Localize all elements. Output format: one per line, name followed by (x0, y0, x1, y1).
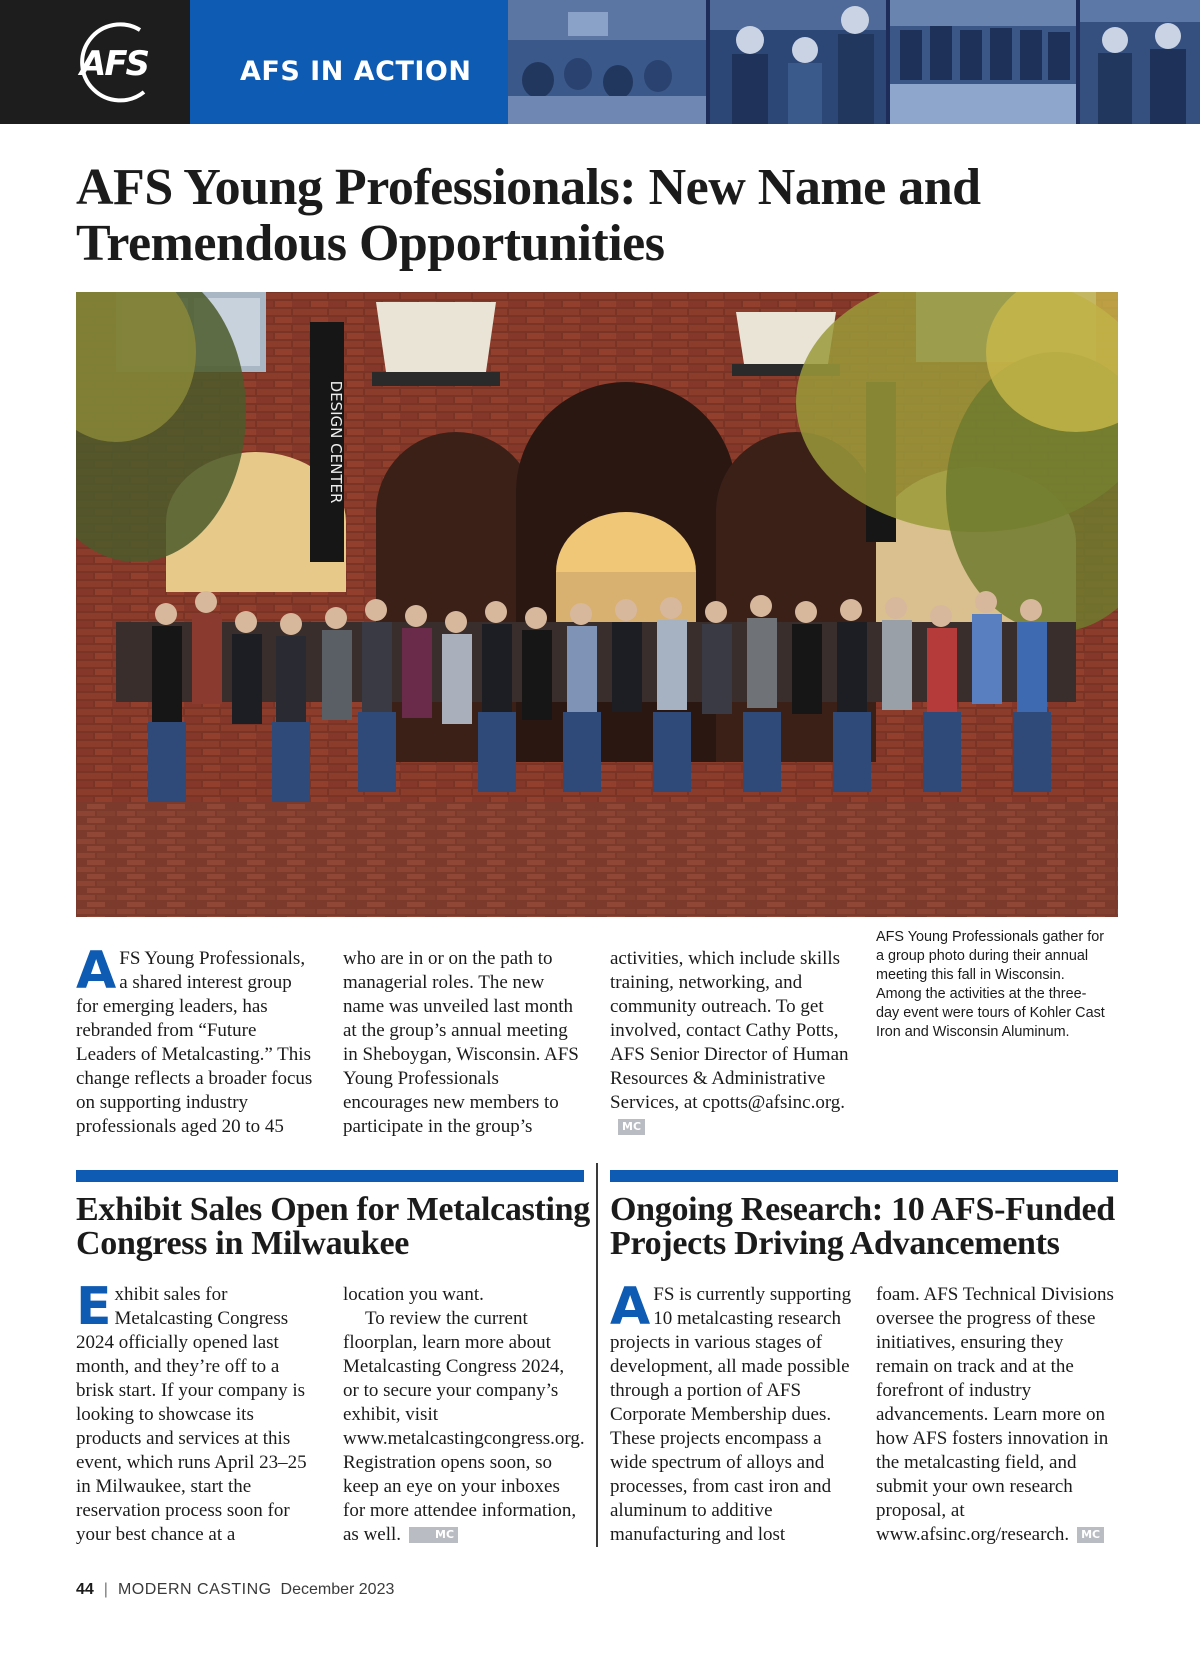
photo-caption: AFS Young Professionals gather for a group photo during their annual meeting this fall in Wisconsin. Among the activities at the three-day event were tours of Kohler Cast Iron and Wisconsin Aluminum. (876, 929, 1105, 1040)
afs-logo (0, 0, 190, 124)
page-header (0, 0, 1200, 124)
header-photo-1 (508, 0, 706, 124)
main-article-text-2: who are in or on the path to managerial roles. The new name was unveiled last month at the group’s annual meeting in Sheboygan, Wisconsin. AFS Young Professionals encourages new members to participate in the group’s (343, 948, 579, 1137)
drop-cap: A (610, 1277, 651, 1337)
main-article-column-3 (610, 947, 856, 1139)
issue-date: December 2023 (280, 1581, 395, 1598)
exhibit-article-title: Exhibit Sales Open for Metalcasting Congress in Milwaukee (76, 1191, 590, 1262)
exhibit-article-column-2 (343, 1283, 583, 1547)
main-article-text-1: FS Young Professionals, a shared interest group for emerging leaders, has rebranded from “Future Leaders of Metalcasting.” This change reflects a broader focus on supporting industry professionals aged 20 to 45 (76, 948, 313, 1137)
section-label: AFS IN ACTION (240, 56, 472, 87)
sign-text: DESIGN CENTER (327, 380, 345, 504)
logo-text: AFS (80, 44, 149, 84)
footer-separator: | (103, 1581, 108, 1598)
end-mark-icon: MC (1077, 1527, 1104, 1543)
research-article-column-2 (876, 1283, 1118, 1547)
exhibit-article-text-2b: To review the current floorplan, learn more about Metalcasting Congress 2024, or to secure your company’s exhibit, visit www.metalcastingcongress.org. Registration opens soon, so keep an eye on your inboxes for more attendee information, as well. (343, 1308, 585, 1545)
header-photo-4 (1080, 0, 1200, 124)
main-article-column-1 (76, 941, 316, 1139)
exhibit-section-rule (76, 1170, 584, 1182)
drop-cap: E (76, 1277, 112, 1337)
end-mark-icon: MC (409, 1527, 458, 1543)
exhibit-article-text-1: xhibit sales for Metalcasting Congress 2024 officially opened last month, and they’re off to a brisk start. If your company is looking to showcase its products and services at this event, which runs April 23–25 in Milwaukee, start the reservation process soon for your best chance at a (76, 1284, 307, 1545)
research-section-rule (610, 1170, 1118, 1182)
page-number: 44 (76, 1581, 94, 1598)
column-divider (596, 1163, 598, 1547)
header-photo-3 (890, 0, 1076, 124)
publication-name: MODERN CASTING (117, 1581, 272, 1598)
end-mark-icon: MC (618, 1119, 645, 1135)
drop-cap: A (76, 941, 117, 1001)
main-article-title: AFS Young Professionals: New Name and Tremendous Opportunities (76, 159, 981, 272)
research-article-text-2: foam. AFS Technical Divisions oversee the progress of these initiatives, ensuring they remain on track and at the forefront of industry advancements. Learn more on how AFS fosters innovation in the metalcasting field, and submit your own research proposal, at www.afsinc.org/research. (876, 1284, 1114, 1545)
exhibit-article-column-1 (76, 1277, 316, 1547)
research-article-text-1: FS is currently supporting 10 metalcasting research projects in various stages of development, all made possible through a portion of AFS Corporate Membership dues. These projects encompass a wide spectrum of alloys and processes, from cast iron and aluminum to additive manufacturing and lost (610, 1284, 852, 1545)
group-photo (76, 292, 1118, 917)
header-photo-2 (710, 0, 886, 124)
main-article-text-3: activities, which include skills training, networking, and community outreach. To get involved, contact Cathy Potts, AFS Senior Director of Human Resources & Administrative Services, at cpotts@afsinc.org. (610, 948, 849, 1113)
research-article-column-1 (610, 1277, 852, 1547)
main-article-column-2 (343, 947, 583, 1139)
page-footer (76, 1580, 394, 1600)
research-article-title: Ongoing Research: 10 AFS-Funded Projects Driving Advancements (610, 1191, 1115, 1262)
exhibit-article-text-2a: location you want. (343, 1284, 484, 1305)
